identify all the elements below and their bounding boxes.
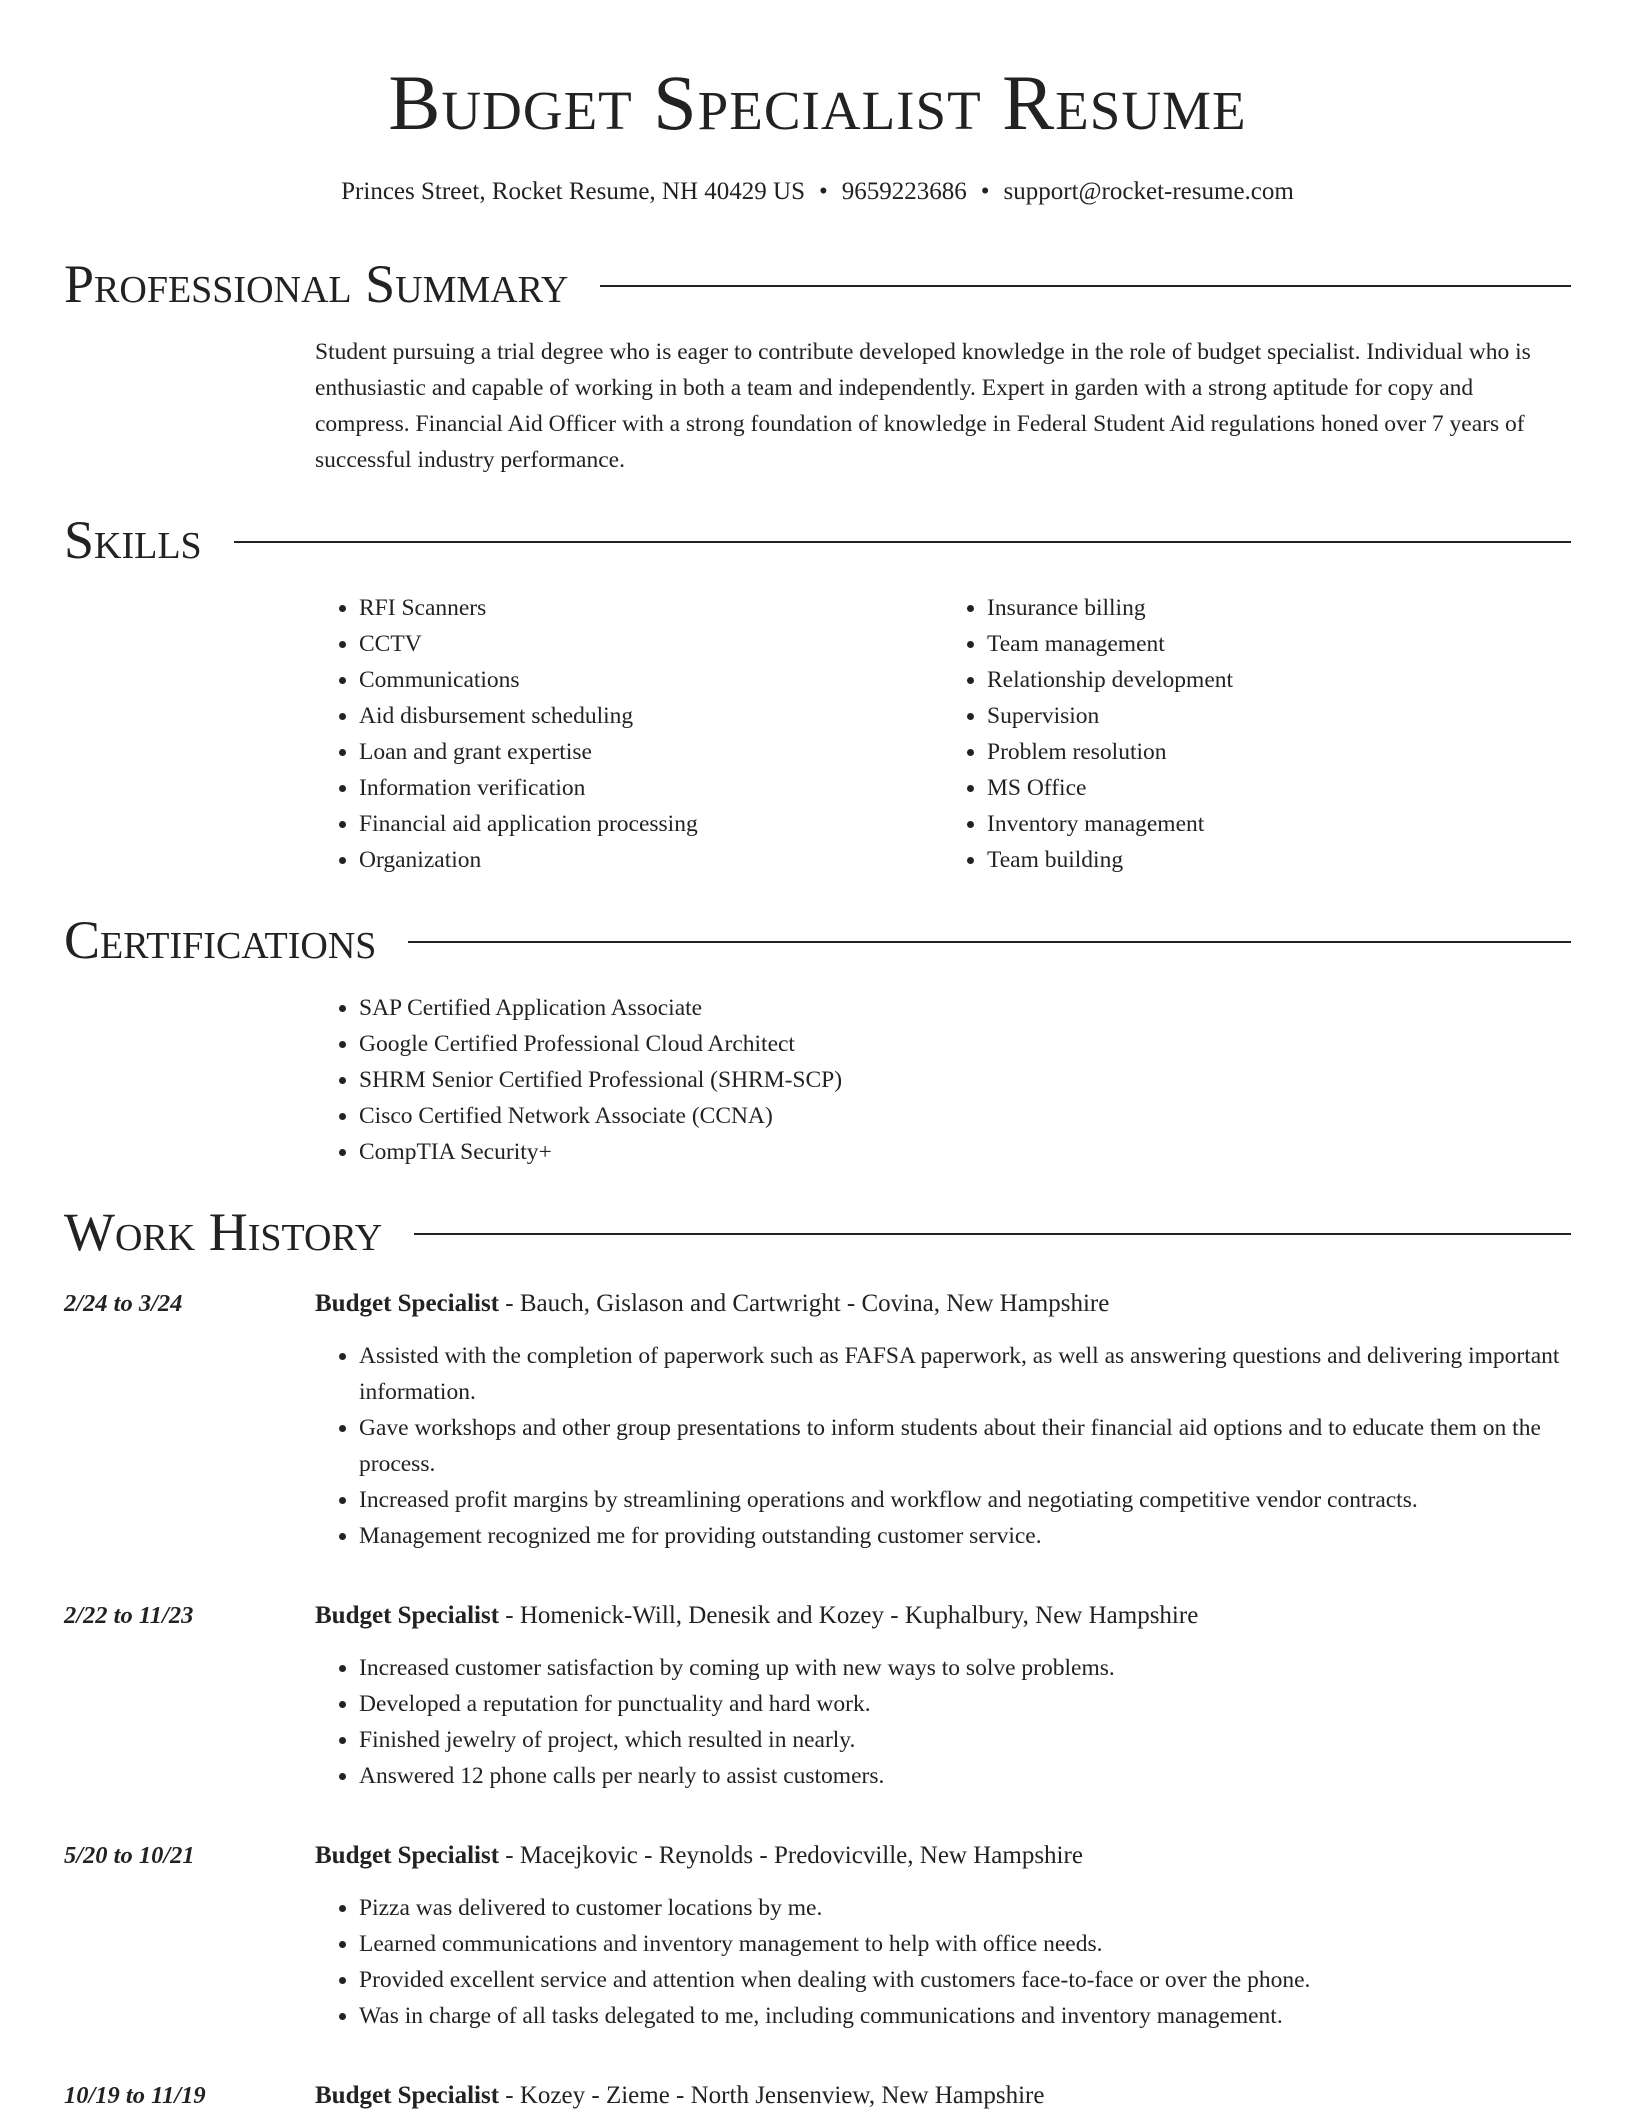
certification-item: • CompTIA Security+: [359, 1134, 1571, 1170]
job-bullet: • Was in charge of all tasks delegated to me, including communications and inventory management.: [359, 1998, 1571, 2034]
job-company-location: - Bauch, Gislason and Cartwright - Covina, New Hampshire: [499, 1290, 1110, 1317]
summary-section-header: [64, 252, 1571, 316]
job-entry: [64, 1838, 1571, 2034]
job-role: Budget Specialist: [315, 1842, 500, 1869]
resume-title: Budget Specialist Resume: [388, 59, 1247, 146]
job-bullet: • Assisted with the completion of paperwork such as FAFSA paperwork, as well as answering questions and delivering important information.: [359, 1338, 1571, 1410]
job-bullet: • Finished jewelry of project, which resulted in nearly.: [359, 1722, 1571, 1758]
separator: •: [819, 178, 828, 205]
certifications-section-header: [64, 908, 1571, 972]
skill-item: • Loan and grant expertise: [359, 734, 943, 770]
job-body: [315, 1598, 1571, 1794]
skill-item: • Problem resolution: [987, 734, 1571, 770]
certifications-ul: [315, 990, 1571, 1170]
job-title-line: [315, 2078, 1571, 2114]
skill-item: • Organization: [359, 842, 943, 878]
skill-item: • Relationship development: [987, 662, 1571, 698]
job-title-line: [315, 1286, 1571, 1322]
contact-line: [64, 176, 1571, 208]
job-role: Budget Specialist: [315, 2082, 500, 2109]
certification-item: • SAP Certified Application Associate: [359, 990, 1571, 1026]
job-dates: 10/19 to 11/19: [64, 2082, 206, 2109]
work-history-list: [64, 1286, 1571, 2114]
phone: 9659223686: [841, 178, 967, 205]
job-dates: 5/20 to 10/21: [64, 1842, 195, 1869]
job-company-location: - Homenick-Will, Denesik and Kozey - Kuphalbury, New Hampshire: [499, 1602, 1199, 1629]
section-divider: [600, 285, 1571, 287]
job-title-line: [315, 1598, 1571, 1634]
skill-item: • MS Office: [987, 770, 1571, 806]
email: support@rocket-resume.com: [1003, 178, 1294, 205]
certification-item: • SHRM Senior Certified Professional (SHRM-SCP): [359, 1062, 1571, 1098]
section-divider: [408, 941, 1571, 943]
section-title-work-history: Work History: [64, 1202, 383, 1262]
skill-item: • Communications: [359, 662, 943, 698]
job-bullets: [315, 1650, 1571, 1794]
job-entry: [64, 1598, 1571, 1794]
job-bullet: • Provided excellent service and attention when dealing with customers face-to-face or over the phone.: [359, 1962, 1571, 1998]
summary-text: Student pursuing a trial degree who is eager to contribute developed knowledge in the role of budget specialist. Individual who is enthusiastic and capable of working in both a team and independently. Expert in garden with a strong aptitude for copy and compress. Financial Aid Officer with a strong foundation of knowledge in Federal Student Aid regulations honed over 7 years of successful industry performance.: [315, 339, 1531, 473]
job-entry: [64, 2078, 1571, 2114]
job-bullet: • Gave workshops and other group presentations to inform students about their financial aid options and to educate them on the process.: [359, 1410, 1571, 1482]
job-role: Budget Specialist: [315, 1290, 500, 1317]
skill-item: • Financial aid application processing: [359, 806, 943, 842]
job-bullets: [315, 1890, 1571, 2034]
section-title-skills: Skills: [64, 510, 202, 570]
separator: •: [980, 178, 990, 205]
job-bullet: • Answered 12 phone calls per nearly to assist customers.: [359, 1758, 1571, 1794]
skill-item: • CCTV: [359, 626, 943, 662]
job-bullet: • Pizza was delivered to customer locations by me.: [359, 1890, 1571, 1926]
skill-item: • RFI Scanners: [359, 590, 943, 626]
job-bullet: • Increased profit margins by streamlining operations and workflow and negotiating competitive vendor contracts.: [359, 1482, 1571, 1518]
section-divider: [414, 1233, 1571, 1235]
skill-item: • Insurance billing: [987, 590, 1571, 626]
work-history-section-header: [64, 1200, 1571, 1264]
job-bullets: [315, 1338, 1571, 1554]
skill-item: • Aid disbursement scheduling: [359, 698, 943, 734]
job-dates: 2/24 to 3/24: [64, 1290, 183, 1317]
job-company-location: - Macejkovic - Reynolds - Predovicville, New Hampshire: [499, 1842, 1083, 1869]
job-bullet: • Developed a reputation for punctuality and hard work.: [359, 1686, 1571, 1722]
job-role: Budget Specialist: [315, 1602, 500, 1629]
job-title-line: [315, 1838, 1571, 1874]
certifications-list: [315, 990, 1571, 1170]
skills-section-header: [64, 508, 1571, 572]
job-company-location: - Kozey - Zieme - North Jensenview, New Hampshire: [499, 2082, 1045, 2109]
job-dates: 2/22 to 11/23: [64, 1602, 194, 1629]
resume-page: [64, 0, 1571, 2114]
section-title-summary: Professional Summary: [64, 254, 569, 314]
skill-item: • Information verification: [359, 770, 943, 806]
certification-item: • Cisco Certified Network Associate (CCNA): [359, 1098, 1571, 1134]
job-bullet: • Learned communications and inventory management to help with office needs.: [359, 1926, 1571, 1962]
job-bullet: • Increased customer satisfaction by coming up with new ways to solve problems.: [359, 1650, 1571, 1686]
skills-column-left: [315, 590, 943, 878]
skill-item: • Supervision: [987, 698, 1571, 734]
skills-column-right: [943, 590, 1571, 878]
job-body: [315, 2078, 1571, 2114]
job-body: [315, 1838, 1571, 2034]
section-divider: [234, 541, 1571, 543]
skill-item: • Team management: [987, 626, 1571, 662]
skill-item: • Inventory management: [987, 806, 1571, 842]
section-title-certifications: Certifications: [64, 910, 377, 970]
address: Princes Street, Rocket Resume, NH 40429 US: [341, 178, 805, 205]
job-bullet: • Management recognized me for providing outstanding customer service.: [359, 1518, 1571, 1554]
skills-list: [315, 590, 1571, 878]
certification-item: • Google Certified Professional Cloud Architect: [359, 1026, 1571, 1062]
job-body: [315, 1286, 1571, 1554]
skill-item: • Team building: [987, 842, 1571, 878]
job-entry: [64, 1286, 1571, 1554]
